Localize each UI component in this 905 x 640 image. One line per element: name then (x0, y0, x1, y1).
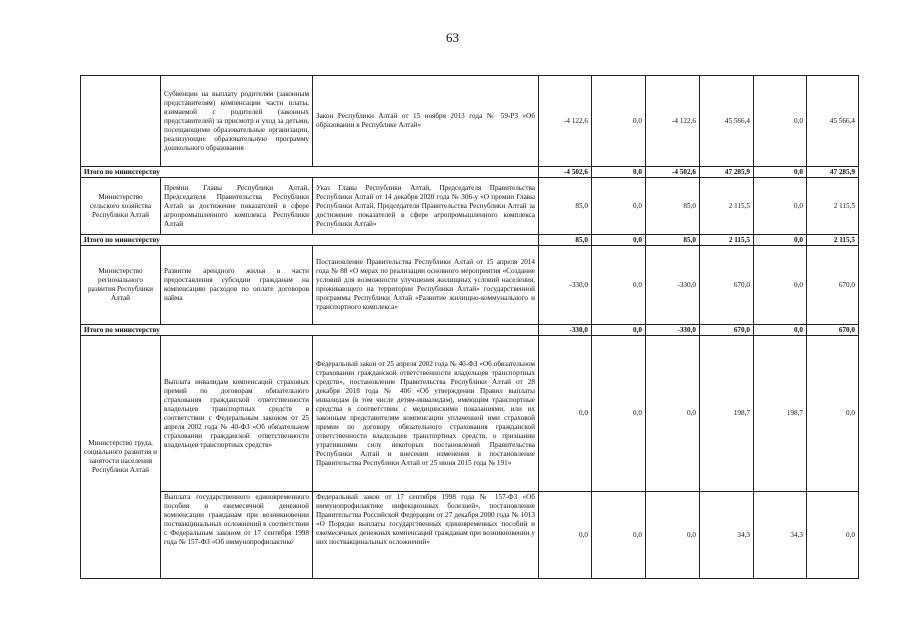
total-value: -330,0 (646, 325, 700, 336)
table-row (81, 76, 859, 167)
total-value: 85,0 (539, 235, 592, 246)
value-cell: 34,3 (754, 492, 807, 579)
value-cell: 670,0 (700, 246, 754, 325)
total-value: 47 285,9 (700, 167, 754, 178)
ministry-cell (81, 76, 161, 167)
total-value: 0,0 (754, 167, 807, 178)
value-cell: 0,0 (754, 246, 807, 325)
total-label: Итого по министерству (81, 167, 539, 178)
total-value: 2 115,5 (700, 235, 754, 246)
table-row (81, 246, 859, 325)
value-cell: 2 115,5 (700, 178, 754, 235)
ministry-cell: Министерство сельского хозяйства Республики Алтай (81, 178, 161, 235)
total-row (81, 325, 859, 336)
value-cell: 198,7 (700, 336, 754, 492)
total-value: 0,0 (592, 167, 646, 178)
table-row (81, 178, 859, 235)
subject-cell: Премии Главы Республики Алтай, Председателя Правительства Республики Алтай за достижение показателей в сфере агропромышленного комплекса Республики Алтай (161, 178, 313, 235)
legal-basis-cell: Постановление Правительства Республики Алтай от 15 апреля 2014 года № 88 «О мерах по реализации основного мероприятия «Создание условий для возможности улучшения жилищных условий населения, проживающего на территории Республики Алтай» государственной программы Республики Алтай «Развитие жилищно-коммунального и транспортного комплекса» (313, 246, 539, 325)
total-value: 0,0 (754, 235, 807, 246)
total-label: Итого по министерству (81, 325, 539, 336)
value-cell: 0,0 (592, 336, 646, 492)
total-row (81, 167, 859, 178)
total-value: -330,0 (539, 325, 592, 336)
value-cell: 0,0 (539, 492, 592, 579)
total-value: -4 502,6 (646, 167, 700, 178)
subject-cell: Выплата государственного единовременного пособия и ежемесячной денежной компенсации гражданам при возникновении поствакцинальных осложнений в соответствии с Федеральным законом от 17 сентября 1998 года № 157-ФЗ «Об иммунопрофилактике (161, 492, 313, 579)
value-cell: -330,0 (646, 246, 700, 325)
value-cell: 0,0 (592, 246, 646, 325)
total-value: 0,0 (754, 325, 807, 336)
value-cell: 198,7 (754, 336, 807, 492)
legal-basis-cell: Указ Главы Республики Алтай, Председателя Правительства Республики Алтай от 14 декабря 2020 года № 306-у «О премии Главы Республики Алтай, Председателя Правительства Республики Алтай за достижение показателей в сфере агропромышленного комплекса Республики Алтай» (313, 178, 539, 235)
total-value: 670,0 (700, 325, 754, 336)
value-cell: 85,0 (539, 178, 592, 235)
legal-basis-cell: Федеральный закон от 25 апреля 2002 года № 40-ФЗ «Об обязательном страховании гражданской ответственности владельцев транспортных средств», постановление Правительства Республики Алтай от 28 декабря 2018 года № 406 «Об утверждении Правил выплаты инвалидам (в том числе детям-инвалидам), имеющим транспортные средства в соответствии с медицинскими показаниями, или их законным представителям компенсации уплаченной ими страховой премии по договору обязательного страхования гражданской ответственности владельцев транспортных средств, о признании утратившими силу некоторых постановлений Правительства Республики Алтай и внесении изменения в постановление Правительства Республики Алтай от 25 июня 2015 года № 191» (313, 336, 539, 492)
total-value: 85,0 (646, 235, 700, 246)
subject-cell: Развитие арендного жилья в части предоставления субсидии гражданам на компенсацию расходов по оплате договоров найма (161, 246, 313, 325)
total-value: 0,0 (592, 325, 646, 336)
value-cell: 0,0 (807, 492, 859, 579)
table-row (81, 336, 859, 492)
total-value: 670,0 (807, 325, 859, 336)
value-cell: 34,3 (700, 492, 754, 579)
value-cell: 85,0 (646, 178, 700, 235)
value-cell: 0,0 (807, 336, 859, 492)
value-cell: 0,0 (754, 178, 807, 235)
budget-table (80, 75, 859, 579)
value-cell: 0,0 (646, 492, 700, 579)
value-cell: -330,0 (539, 246, 592, 325)
ministry-cell: Министерство труда, социального развития и занятости населения Республики Алтай (81, 336, 161, 579)
page-number: 63 (446, 30, 459, 45)
value-cell: -4 122,6 (646, 76, 700, 167)
legal-basis-cell: Федеральный закон от 17 сентября 1998 года № 157-ФЗ «Об иммунопрофилактике инфекционных болезней», постановление Правительства Российской Федерации от 27 декабря 2000 года № 1013 «О Порядке выплаты государственных единовременных пособий и ежемесячных денежных компенсаций гражданам при возникновении у них поствакцинальных осложнений» (313, 492, 539, 579)
value-cell: 0,0 (592, 76, 646, 167)
ministry-cell: Министерство регионального развития Республики Алтай (81, 246, 161, 325)
value-cell: 670,0 (807, 246, 859, 325)
value-cell: 45 566,4 (700, 76, 754, 167)
value-cell: 0,0 (646, 336, 700, 492)
total-row (81, 235, 859, 246)
total-value: 0,0 (592, 235, 646, 246)
value-cell: 0,0 (754, 76, 807, 167)
legal-basis-cell: Закон Республики Алтай от 15 ноября 2013 года № 59-РЗ «Об образовании в Республике Алтай» (313, 76, 539, 167)
value-cell: 2 115,5 (807, 178, 859, 235)
total-label: Итого по министерству (81, 235, 539, 246)
value-cell: 0,0 (539, 336, 592, 492)
value-cell: 0,0 (592, 492, 646, 579)
subject-cell: Субвенции на выплату родителям (законным представителям) компенсации части платы, взимаемой с родителей (законных представителей) за присмотр и уход за детьми, посещающими образовательные организации, реализующие образовательную программу дошкольного образования (161, 76, 313, 167)
total-value: 47 285,9 (807, 167, 859, 178)
value-cell: -4 122,6 (539, 76, 592, 167)
total-value: -4 502,6 (539, 167, 592, 178)
value-cell: 45 566,4 (807, 76, 859, 167)
value-cell: 0,0 (592, 178, 646, 235)
table-row (81, 492, 859, 579)
total-value: 2 115,5 (807, 235, 859, 246)
subject-cell: Выплата инвалидам компенсаций страховых премий по договорам обязательного страхования гражданской ответственности владельцев транспортных средств в соответствии с Федеральным законом от 25 апреля 2002 года № 40-ФЗ «Об обязательном страховании гражданской ответственности владельцев транспортных средств» (161, 336, 313, 492)
